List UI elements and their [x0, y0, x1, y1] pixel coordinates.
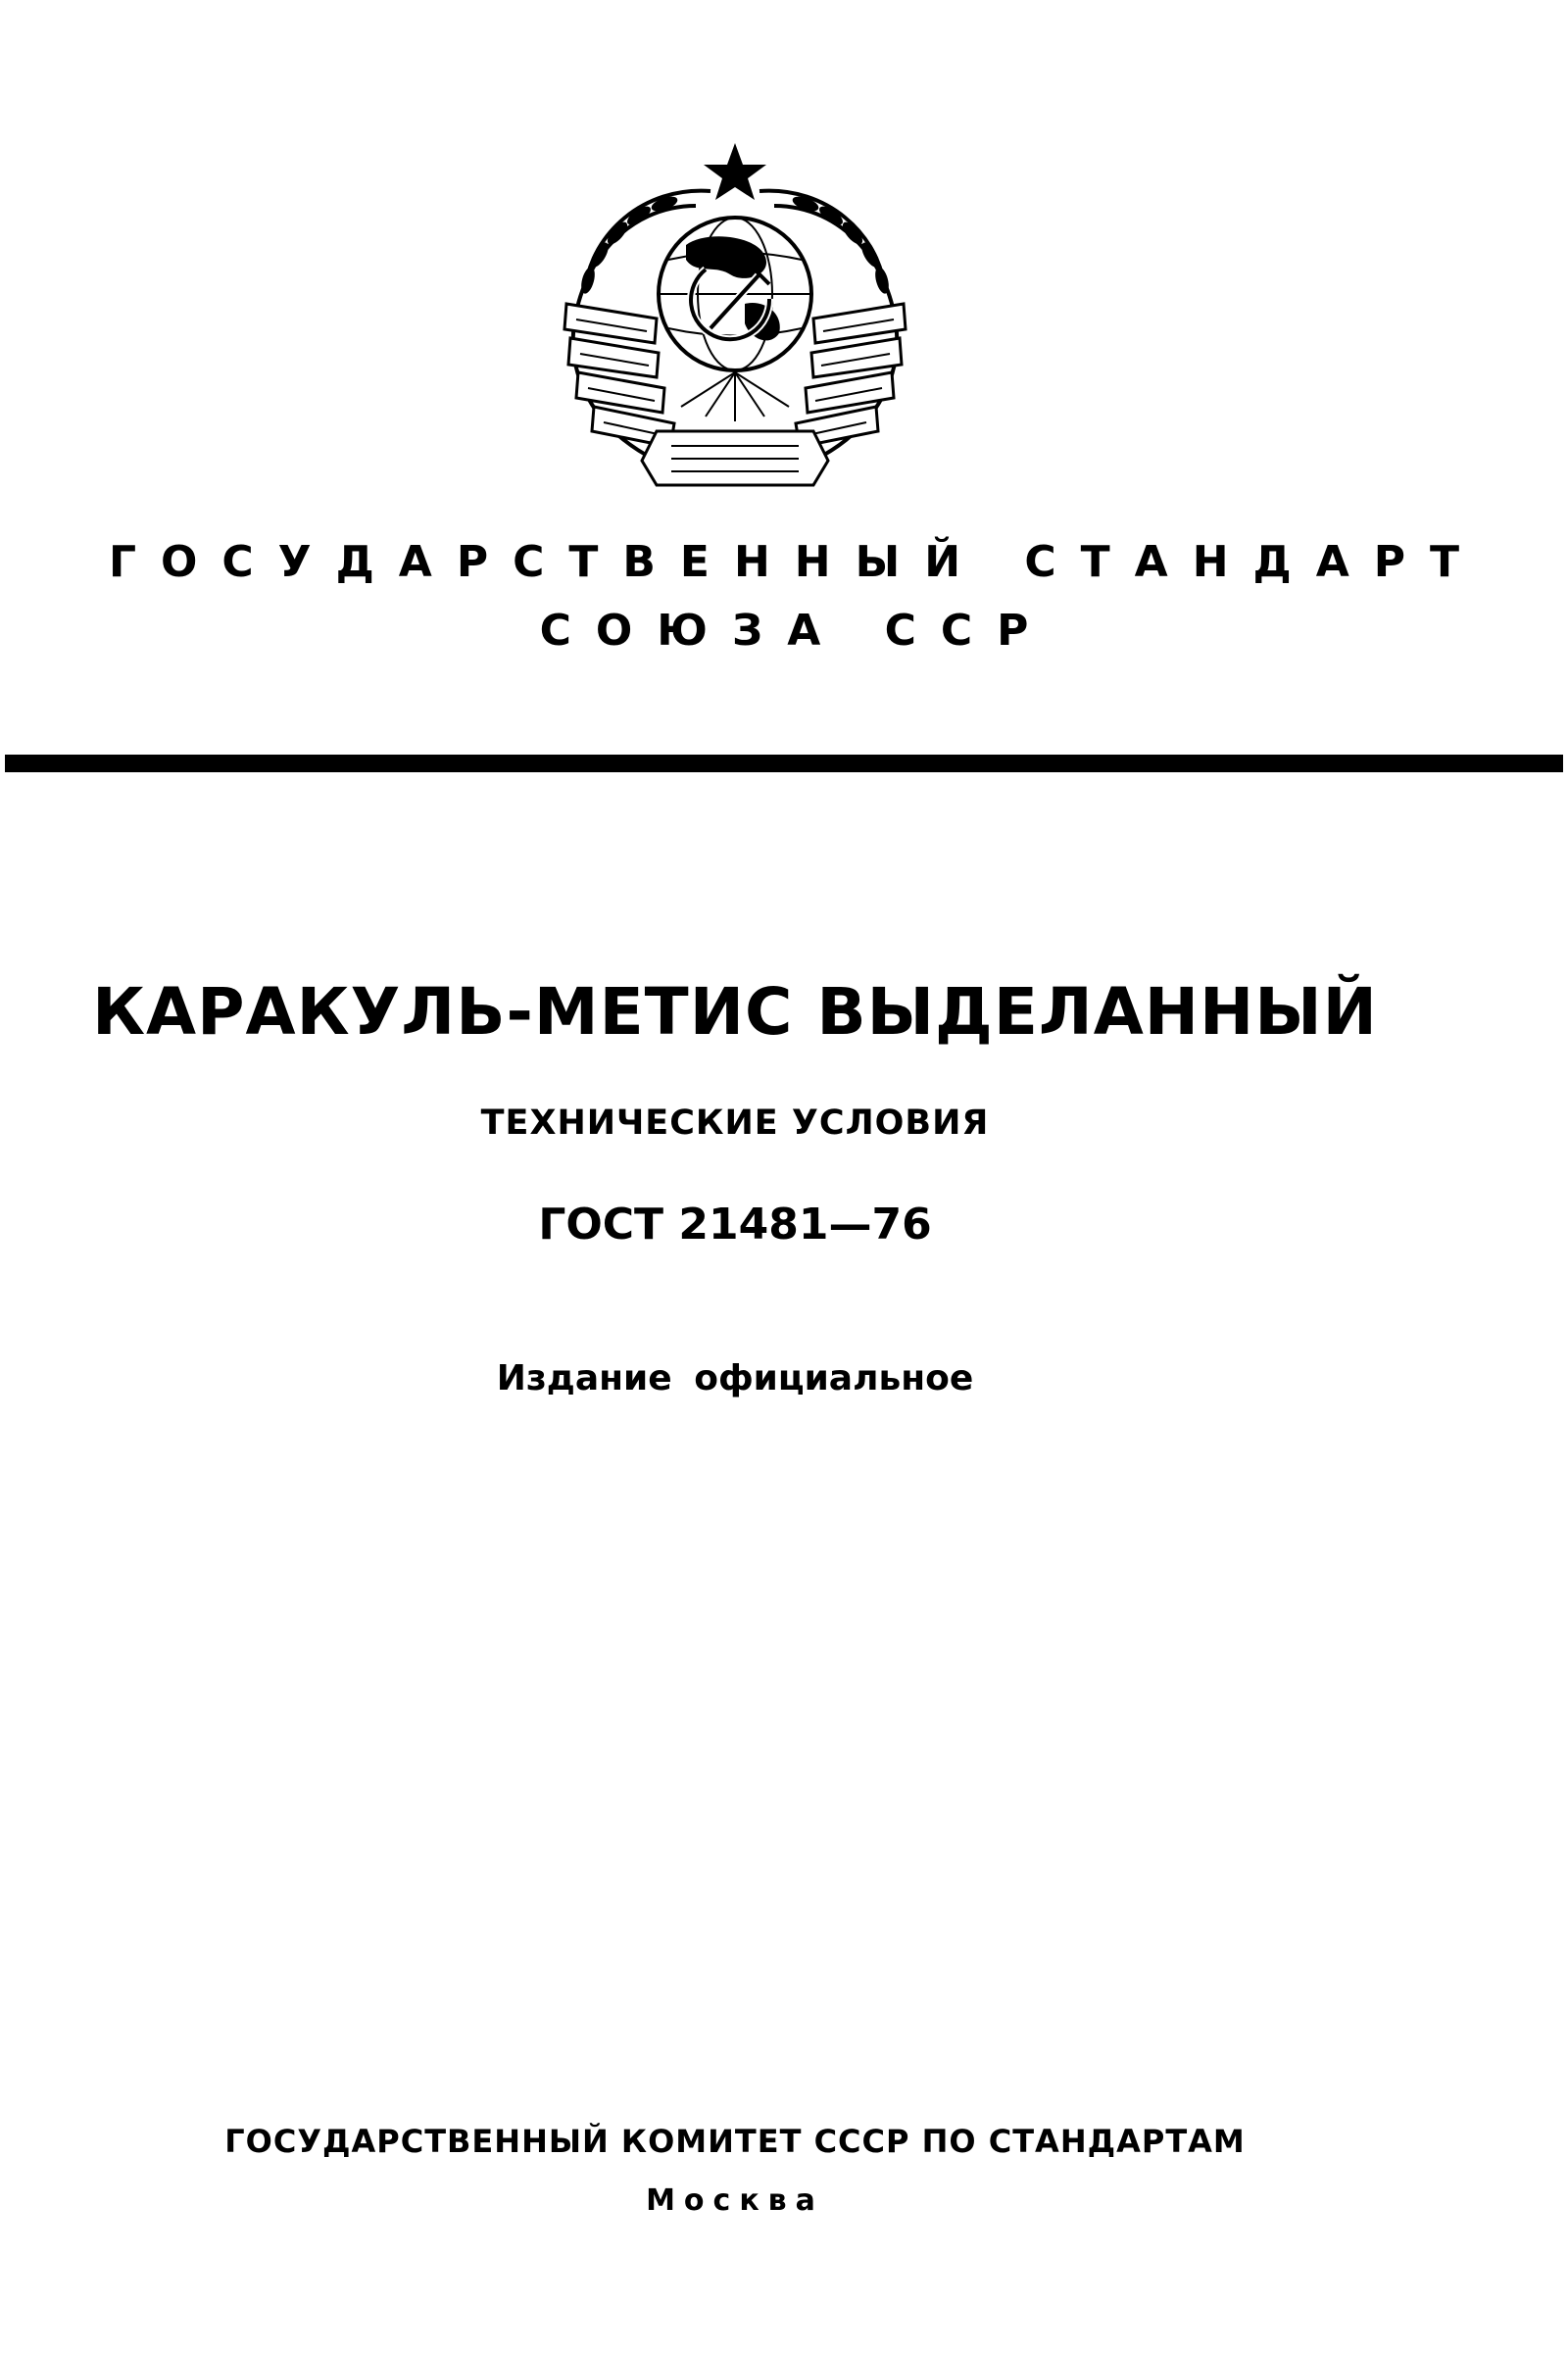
publisher: ГОСУДАРСТВЕННЫЙ КОМИТЕТ СССР ПО СТАНДАРТАМ — [224, 2123, 1246, 2160]
star-icon — [704, 143, 766, 200]
globe-icon — [659, 218, 811, 370]
edition-label: Издание официальное — [496, 1358, 974, 1398]
divider — [5, 755, 1563, 772]
header-state-standard: ГОСУДАРСТВЕННЫЙ СТАНДАРТ — [108, 537, 1485, 587]
city: Москва — [646, 2183, 824, 2218]
gost-number: ГОСТ 21481—76 — [538, 1200, 932, 1250]
document-title: КАРАКУЛЬ-МЕТИС ВЫДЕЛАННЫЙ — [92, 974, 1378, 1050]
ussr-emblem-icon — [549, 137, 921, 510]
sun-rays-icon — [681, 372, 789, 421]
document-subtitle: ТЕХНИЧЕСКИЕ УСЛОВИЯ — [480, 1103, 990, 1143]
header-union-ssr: СОЮЗА ССР — [539, 606, 1054, 656]
